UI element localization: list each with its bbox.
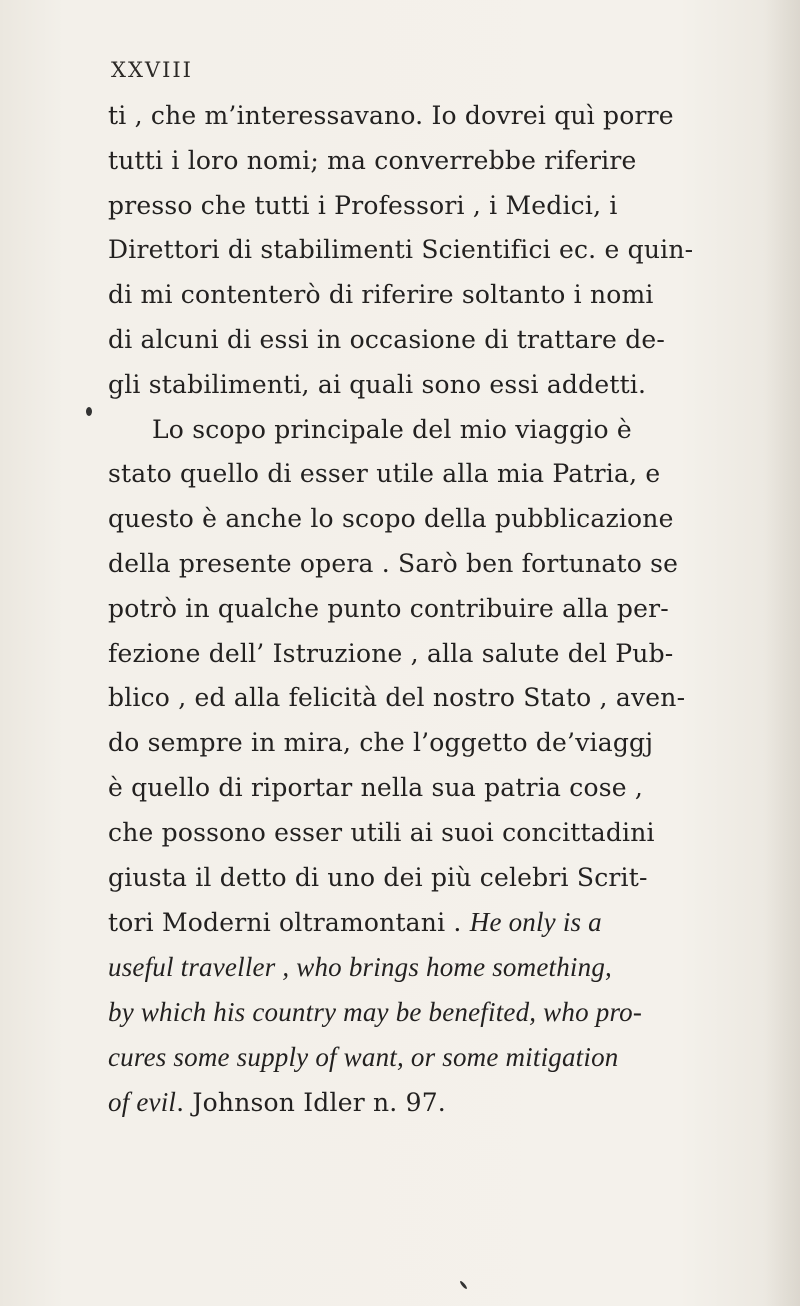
text-line: che possono esser utili ai suoi concittadini [108,817,655,847]
text-line: di mi contenterò di riferire soltanto i nomi [108,280,654,310]
quote-end: of evil [108,1086,177,1117]
citation: . Johnson Idler n. 97. [176,1087,446,1117]
body-text [108,94,798,1124]
ink-speck [459,1280,468,1290]
text-line: fezione dell’ Istruzione , alla salute del Pub- [108,638,674,668]
text-line: presso che tutti i Professori , i Medici, i [108,190,618,220]
text-line: questo è anche lo scopo della pubblicazione [108,504,674,534]
text-line: di alcuni di essi in occasione di trattare de- [108,324,666,354]
text-line: giusta il detto di uno dei più celebri Scrit- [108,862,648,892]
text-line: do sempre in mira, che l’oggetto de’viaggj [108,728,654,758]
quote-line: cures some supply of want, or some mitigation [108,1041,619,1072]
quote-citation-line [108,1080,798,1125]
text-line: blico , ed alla felicità del nostro Stato , aven- [108,683,686,713]
text-line: tori Moderni oltramontani . [108,908,462,938]
text-line: è quello di riportar nella sua patria cose , [108,772,644,802]
text-line: tutti i loro nomi; ma converrebbe riferire [108,145,637,175]
text-line: gli stabilimenti, ai quali sono essi addetti. [108,369,647,399]
page-folio: XXVIII [111,58,193,82]
text-line: stato quello di esser utile alla mia Patria, e [108,459,661,489]
quote-line: useful traveller , who brings home something, [108,952,612,983]
text-line: della presente opera . Sarò ben fortunato se [108,548,679,578]
quote-lead: He only is a [469,907,602,938]
quote-line: by which his country may be benefited, who pro- [108,996,643,1027]
text-line: ti , che m’interessavano. Io dovrei quì porre [108,101,674,130]
ink-speck [86,407,92,416]
text-line-with-quote [108,900,798,945]
paragraph-first-line: Lo scopo principale del mio viaggio è [152,414,632,444]
text-line: Direttori di stabilimenti Scientifici ec. e quin- [108,235,694,265]
text-line: potrò in qualche punto contribuire alla per- [108,593,669,623]
